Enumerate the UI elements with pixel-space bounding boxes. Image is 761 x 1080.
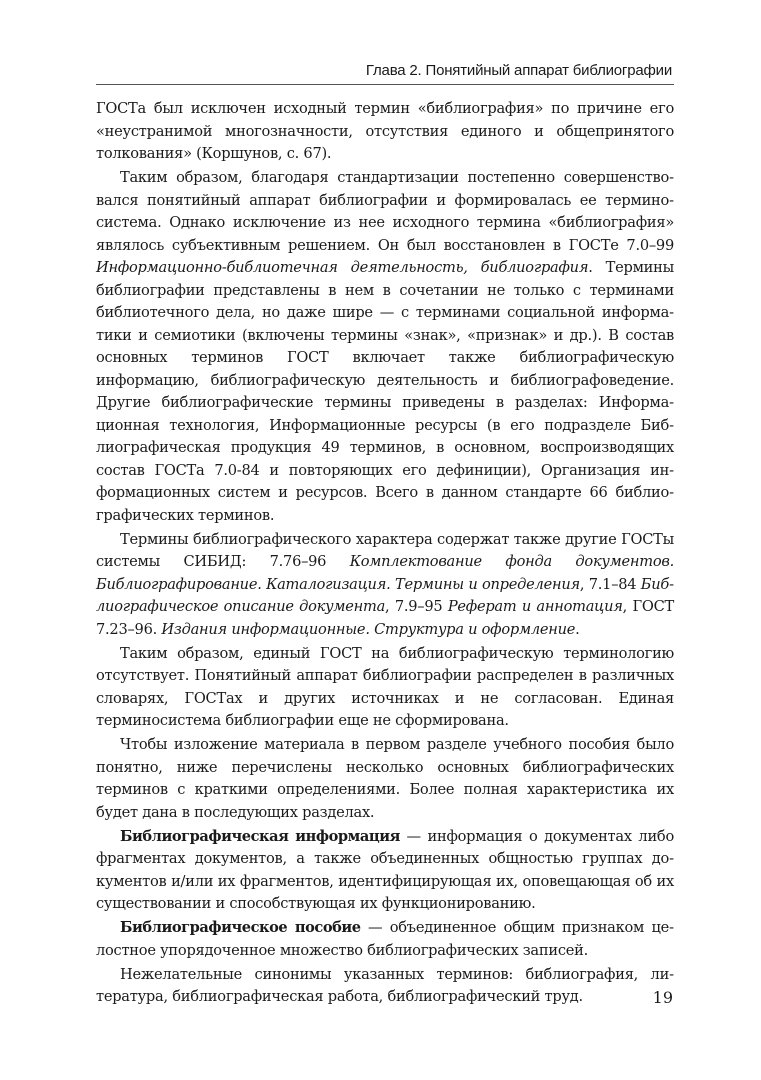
paragraph-1: ГОСТа был исключен исходный термин «библиография» по причине его «неустранимой многозначности, отсутствия единого и общепринятого толкования» (Коршунов, с. 67). xyxy=(96,100,674,162)
definition-text: — объединенное общим признаком целостное упорядоченное множество библиографических записей. xyxy=(96,919,674,959)
definition-bibliographic-manual xyxy=(96,917,674,962)
paragraph-synonyms: Нежелательные синонимы указанных терминов: библиография, литература, библиографическая работа, библиографический труд. xyxy=(96,965,674,1005)
paragraph-2-text-a: Таким образом, благодаря стандартизации постепенно совершенствовался понятийный аппарат библиографии и формировалась ее терминосистема. Однако исключение из нее исходного термина «библиография» являлось субъективным решением. Он был восстановлен в ГОСТе 7.0–99 xyxy=(96,169,674,254)
paragraph-3-gost-title-3: Реферат и аннотация xyxy=(447,598,623,615)
running-header xyxy=(96,58,674,85)
definition-text: — информация о документах либо фрагментах документов, а также объединенных общностью группах документов и/или их фрагментов, идентифицирующая их, оповещающая об их существовании и способствующая их функционированию. xyxy=(96,827,674,912)
running-title: Глава 2. Понятийный аппарат библиографии xyxy=(365,62,672,79)
paragraph-5: Чтобы изложение материала в первом разделе учебного пособия было понятно, ниже перечислены несколько основных библиографических терминов с краткими определениями. Более полная характеристика их будет дана в последующих разделах. xyxy=(96,736,674,821)
definition-bibliographic-information xyxy=(96,826,674,916)
paragraph-2 xyxy=(96,167,674,527)
page-number: 19 xyxy=(652,988,673,1007)
paragraph-3-text-g: , ГОСТ 7.23–96. xyxy=(96,598,674,638)
paragraph-3-gost-title-2: Библиографическое описание документа xyxy=(96,575,674,615)
paragraph-4: Таким образом, единый ГОСТ на библиографическую терминологию отсутствует. Понятийный аппарат библиографии распределен в различных словарях, ГОСТах и других источниках и не согласован. Единая терминосистема библиографии еще не сформирована. xyxy=(96,644,674,729)
body-text xyxy=(96,98,674,1009)
paragraph-3 xyxy=(96,529,674,642)
paragraph-3-text-i: . xyxy=(575,620,580,638)
term-bibliographic-manual: Библиографическое пособие xyxy=(120,919,361,936)
paragraph-2-text-c: . Термины библиографии представлены в нем в сочетании не только с терминами библиотечного дела, но даже шире — с терминами социальной информатики и семиотики (включены термины «знак», «признак» и др.). В состав основных терминов ГОСТ включает также библиографическую информацию, библиографическую деятельность и библиографоведение. Другие библиографические термины приведены в разделах: Информационная технология, Информационные ресурсы (в его подразделе Библиографическая продукция 49 терминов, в основном, воспроизводящих состав ГОСТа 7.0-84 и повторяющих его дефиниции), Организация информационных систем и ресурсов. Всего в данном стандарте 66 библиографических терминов. xyxy=(96,259,674,524)
paragraph-3-text-e: , 7.9–95 xyxy=(385,598,448,615)
paragraph-3-gost-title-1: Комплектование фонда документов. Библиографирование. Каталогизация. Термины и определения xyxy=(96,553,674,593)
paragraph-3-text-a: Термины библиографического характера содержат также другие ГОСТы системы СИБИД: 7.76–96 xyxy=(96,530,674,570)
paragraph-3-gost-title-4: Издания информационные. Структура и оформление xyxy=(161,620,576,638)
term-bibliographic-information: Библиографическая информация xyxy=(120,827,400,845)
paragraph-3-text-c: , 7.1–84 xyxy=(579,575,641,593)
paragraph-2-gost-title: Информационно-библиотечная деятельность, библиография xyxy=(96,259,589,276)
